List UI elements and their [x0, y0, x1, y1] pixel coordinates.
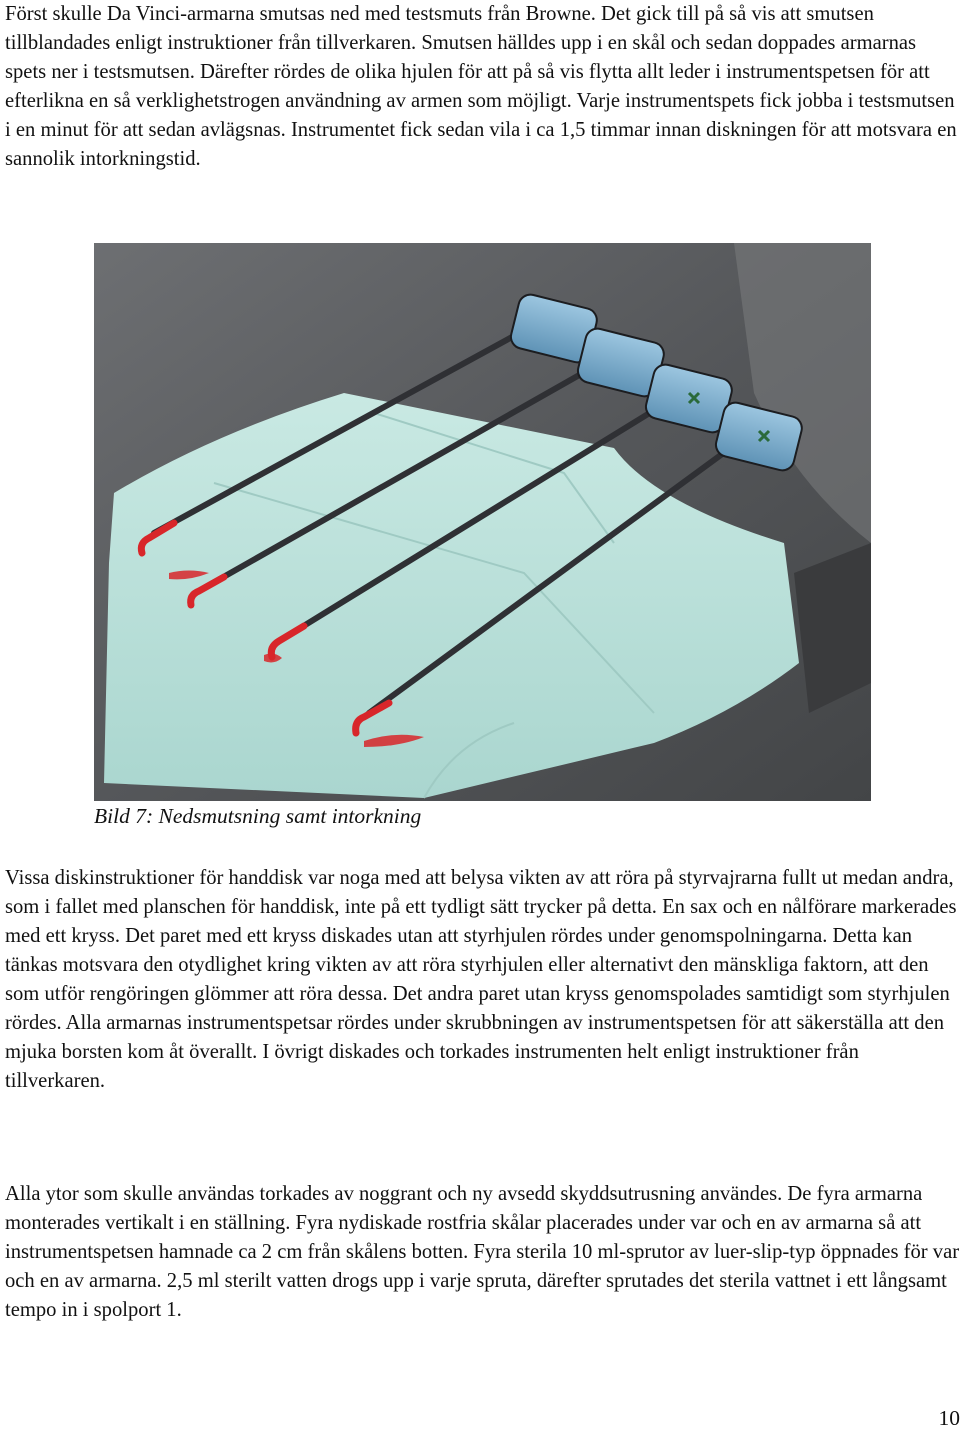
figure-caption: Bild 7: Nedsmutsning samt intorkning [94, 804, 422, 828]
page-number: 10 [938, 1406, 960, 1430]
rinsing-paragraph: Alla ytor som skulle användas torkades av noggrant och ny avsedd skyddsutrusning användes. De fyra armarna monterades vertikalt i en ställning. Fyra nydiskade rostfria skålar placerades under var och en av armarna så att instrumentspetsen hamnade ca 2 cm från skålens botten. Fyra sterila 10 ml-sprutor av luer-slip-typ öppnades för var och en av armarna. 2,5 ml sterilt vatten drogs upp i varje spruta, därefter sprutades det sterila vattnet i ett långsamt tempo in i spolport 1. [5, 1183, 960, 1321]
cleaning-paragraph: Vissa diskinstruktioner för handdisk var noga med att belysa vikten av att röra på styrvajrarna fullt ut medan andra, som i fallet med planschen för handdisk, inte på ett tydligt sätt trycker på detta. En sax och en nålförare markerades med ett kryss. Det paret med ett kryss diskades utan att styrhjulen rördes under genomspolningarna. Detta kan tänkas motsvara den otydlighet kring vikten av att röra styrhjulen eller alternativt den mänskliga faktorn, att den som utför rengöringen glömmer att röra dessa. Det andra paret utan kryss genomspolades samtidigt som styrhjulen rördes. Alla armarnas instrumentspetsar rördes under skrubbningen av instrumentspetsen för att säkerställa att den mjuka borsten kom åt överallt. I övrigt diskades och torkades instrumenten helt enligt instruktioner från tillverkaren. [5, 867, 957, 1092]
intro-paragraph: Först skulle Da Vinci-armarna smutsas ned med testsmuts från Browne. Det gick till på så vis att smutsen tillblandades enligt instruktioner från tillverkaren. Smutsen hälldes upp i en skål och sedan doppades armarnas spets ner i testsmutsen. Därefter rördes de olika hjulen för att på så vis flytta allt leder i instrumentspetsen för att efterlikna en så verklighetstrogen användning av armen som möjligt. Varje instrumentspets fick jobba i testsmutsen i en minut för att sedan avlägsnas. Instrumentet fick sedan vila i ca 1,5 timmar innan diskningen för att motsvara en sannolik intorkningstid. [5, 3, 957, 170]
instrument-photo [94, 243, 871, 801]
